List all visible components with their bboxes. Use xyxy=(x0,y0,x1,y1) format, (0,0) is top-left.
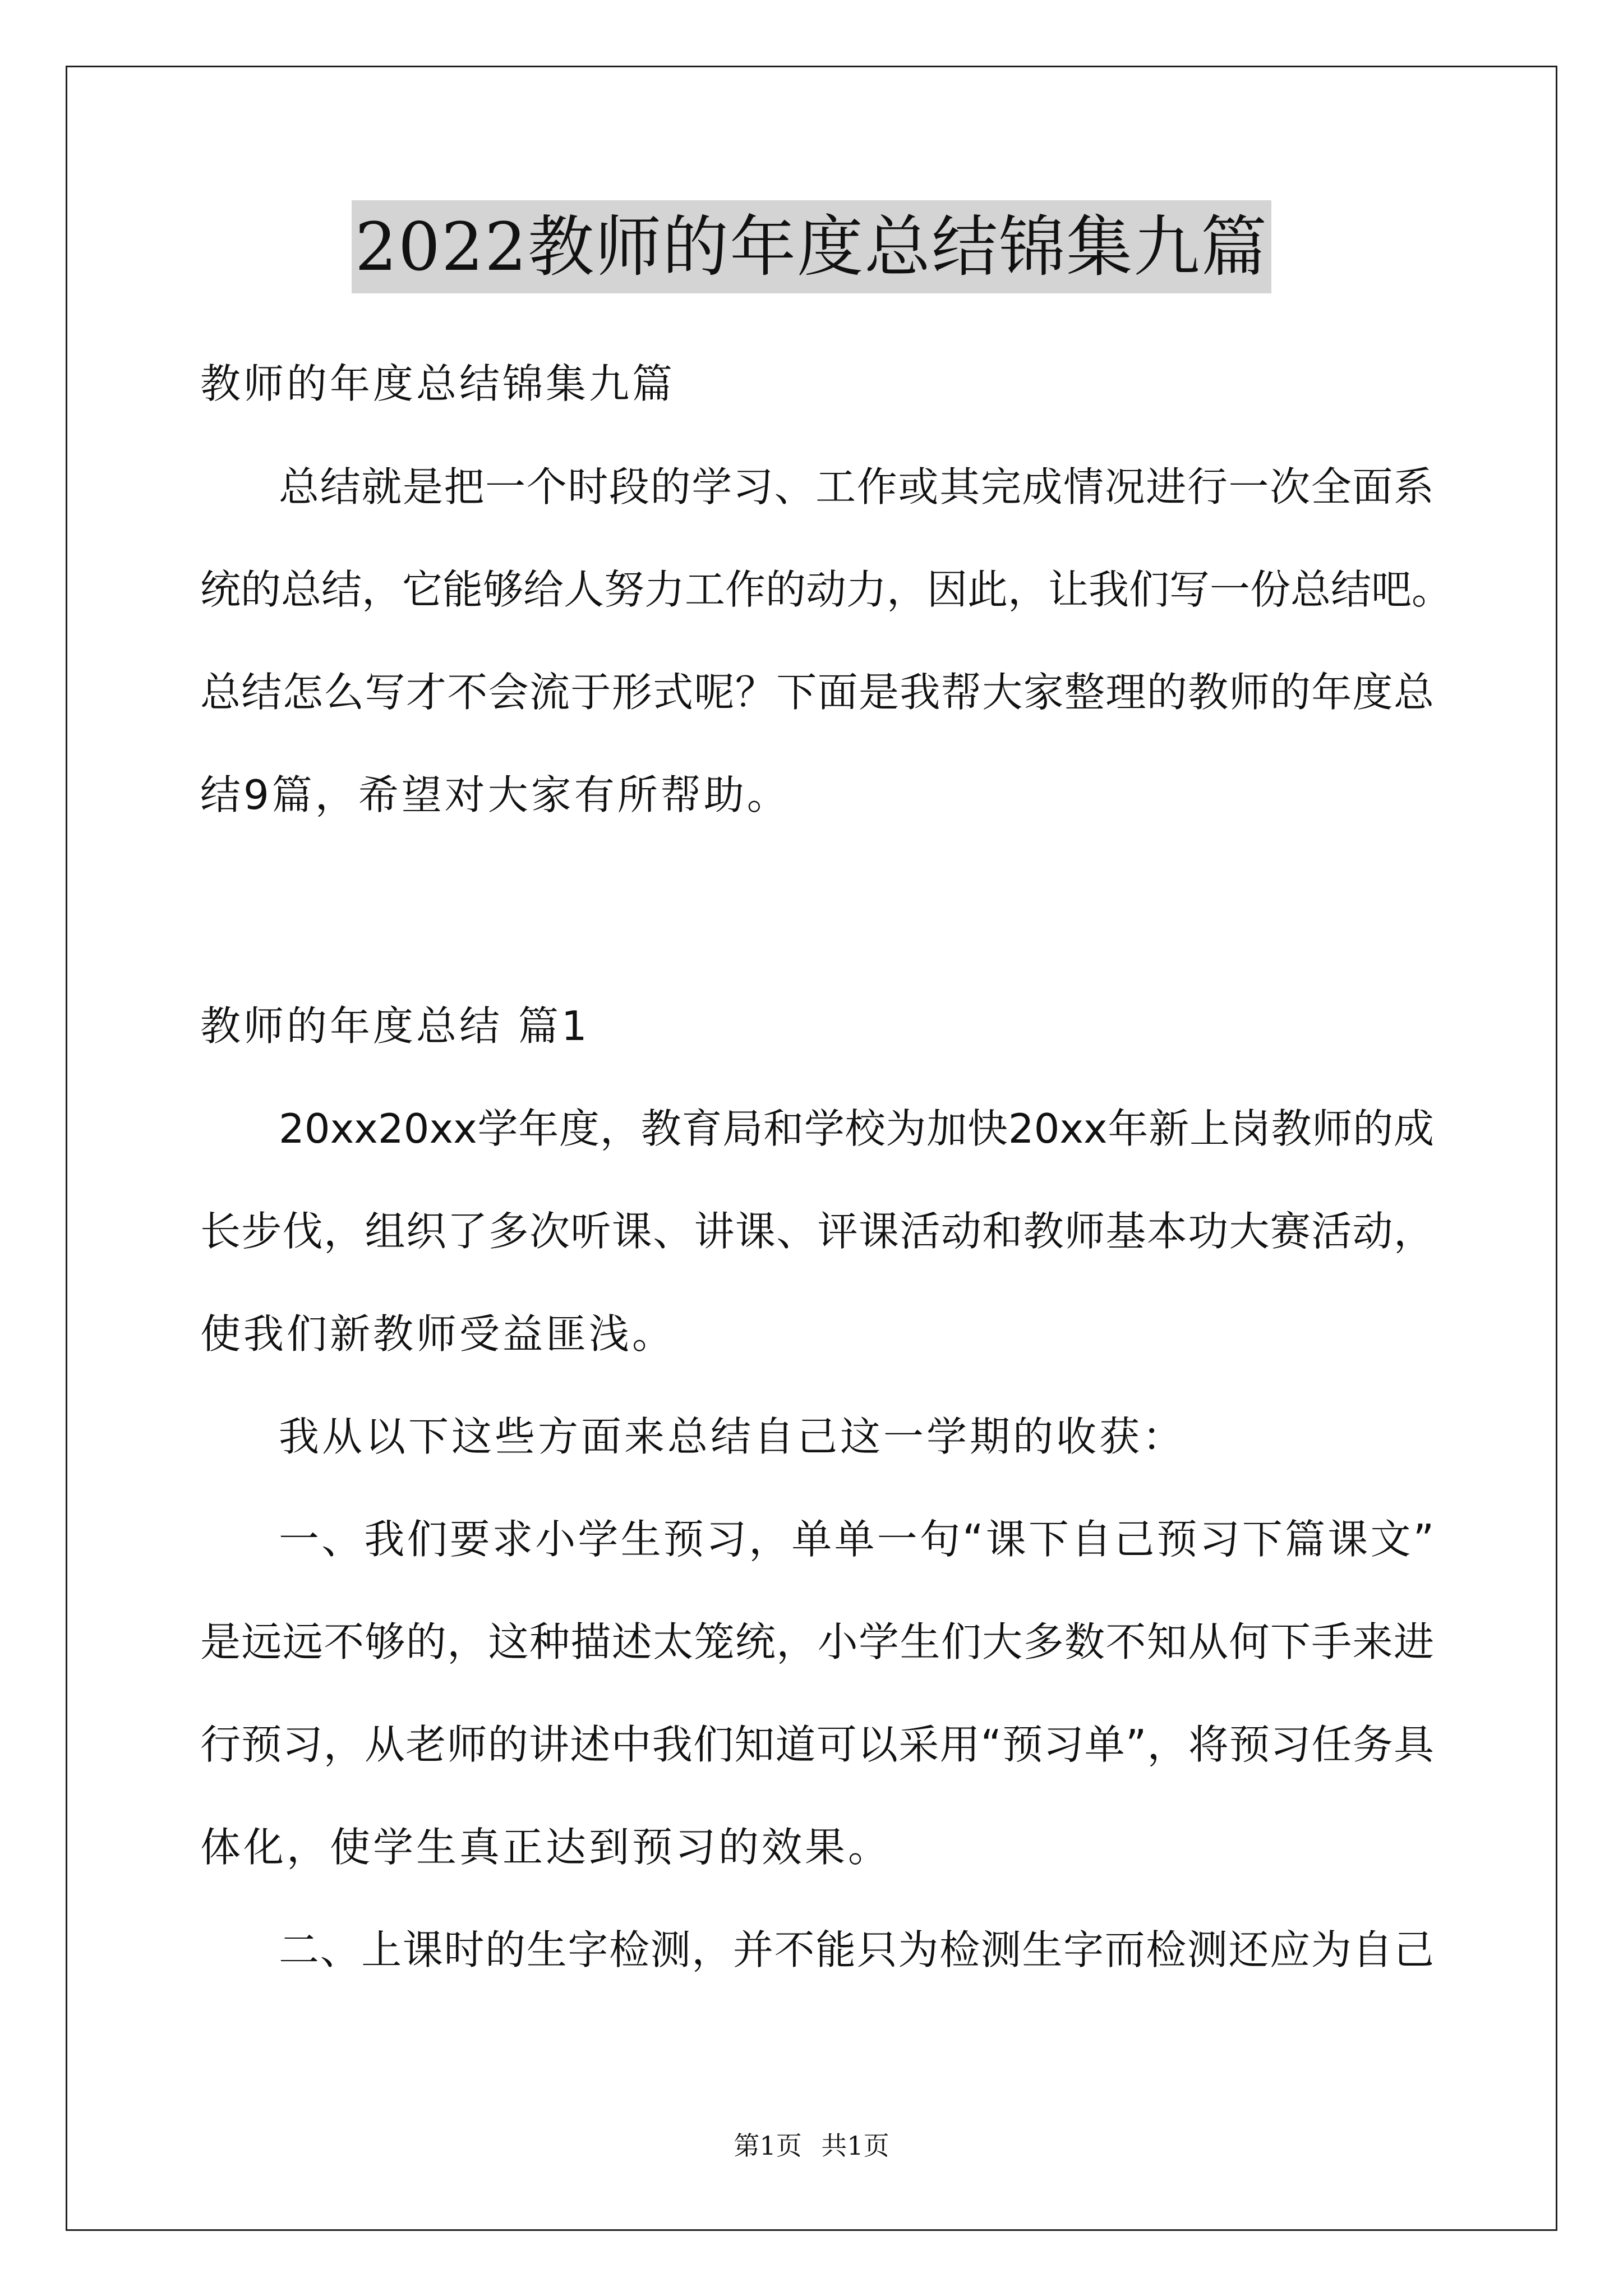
paragraph-line: 结9篇，希望对大家有所帮助。 xyxy=(200,771,790,818)
paragraph-line: 统的总结，它能够给人努力工作的动力，因此，让我们写一份总结吧。 xyxy=(200,566,1453,613)
paragraph-line: 行预习，从老师的讲述中我们知道可以采用“预习单”，将预习任务具 xyxy=(200,1721,1434,1768)
title-container xyxy=(0,200,1623,293)
paragraph-line: 是远远不够的，这种描述太笼统，小学生们大多数不知从何下手来进 xyxy=(200,1618,1434,1665)
paragraph-line: 长步伐，组织了多次听课、讲课、评课活动和教师基本功大赛活动， xyxy=(200,1208,1434,1255)
paragraph-line: 总结就是把一个时段的学习、工作或其完成情况进行一次全面系 xyxy=(279,463,1434,510)
paragraph-line: 体化，使学生真正达到预习的效果。 xyxy=(200,1824,892,1871)
paragraph-line: 二、上课时的生字检测，并不能只为检测生字而检测还应为自己 xyxy=(279,1926,1434,1973)
paragraph-line: 总结怎么写才不会流于形式呢？下面是我帮大家整理的教师的年度总 xyxy=(200,669,1434,716)
document-title: 2022教师的年度总结锦集九篇 xyxy=(352,200,1271,293)
subtitle-line: 教师的年度总结锦集九篇 xyxy=(200,360,676,407)
page-footer: 第1页 共1页 xyxy=(734,2131,889,2161)
paragraph-line: 20xx20xx学年度，教育局和学校为加快20xx年新上岗教师的成 xyxy=(279,1105,1434,1152)
paragraph-line: 使我们新教师受益匪浅。 xyxy=(200,1310,676,1358)
paragraph-line: 我从以下这些方面来总结自己这一学期的收获： xyxy=(279,1413,1186,1460)
section-heading: 教师的年度总结 篇1 xyxy=(200,1002,590,1050)
paragraph-line: 一、我们要求小学生预习，单单一句“课下自己预习下篇课文” xyxy=(279,1516,1434,1563)
